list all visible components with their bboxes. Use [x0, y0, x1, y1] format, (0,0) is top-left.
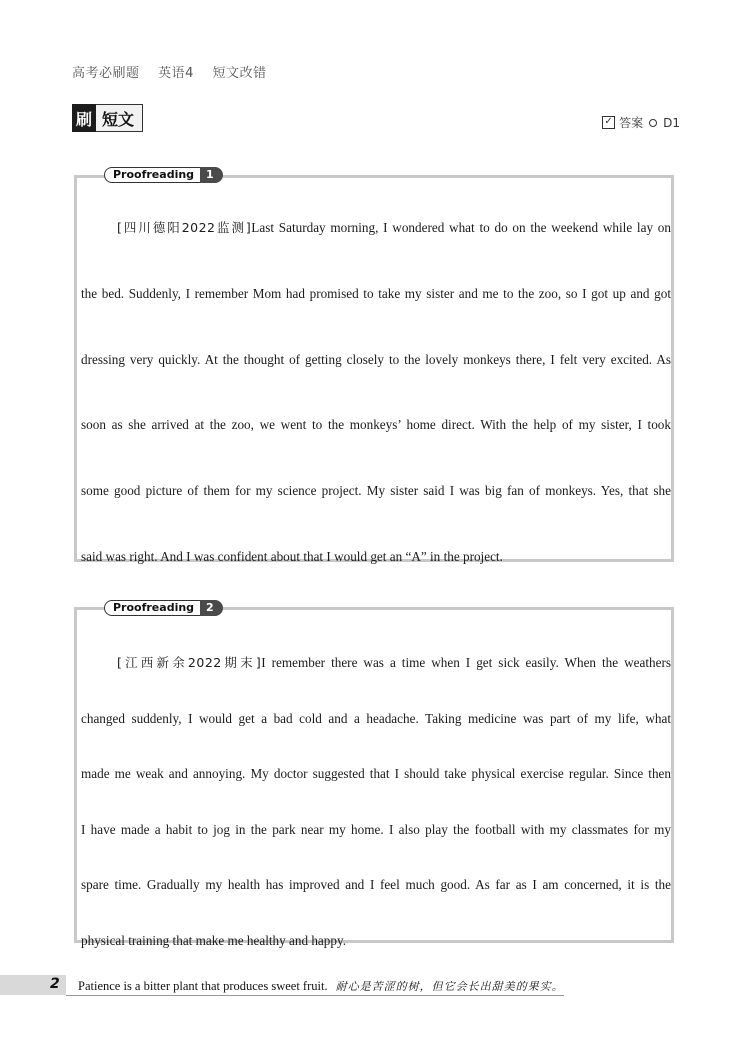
header-topic: 短文改错 — [212, 66, 267, 81]
passage-line: made me weak and annoying. My doctor suggested that I should take physical exercise regular. Since then — [81, 766, 671, 782]
passage-line: soon as she arrived at the zoo, we went to the monkeys’ home direct. With the help of my sister, I took — [81, 417, 671, 433]
passage-line: [四川德阳2022监测]Last Saturday morning, I wondered what to do on the weekend while lay on — [117, 220, 671, 235]
section-badge — [72, 104, 143, 132]
circle-dot-icon — [649, 119, 657, 127]
page-number: 2 — [50, 976, 60, 992]
header-subject: 英语4 — [158, 66, 194, 81]
badge-title: 短文 — [96, 104, 143, 132]
passage-source: [江西新余2022期末] — [117, 655, 262, 670]
passage-line: [江西新余2022期末]I remember there was a time when I get sick easily. When the weathers — [117, 655, 671, 670]
passage-tag-1 — [104, 167, 223, 183]
checkbox-icon: ✓ — [602, 116, 615, 129]
header-series: 高考必刷题 — [72, 66, 140, 81]
passage-line: I have made a habit to jog in the park near my home. I also play the football with my classmates for my — [81, 821, 671, 837]
passage-line: dressing very quickly. At the thought of getting closely to the lovely monkeys there, I felt very excited. As — [81, 351, 671, 367]
passage-line: spare time. Gradually my health has improved and I feel much good. As far as I am concerned, it is the — [81, 877, 671, 893]
passage-text-1 — [81, 195, 671, 590]
page-header — [72, 62, 281, 81]
footer-quote-en: Patience is a bitter plant that produces sweet fruit. — [78, 979, 328, 993]
passage-tag-2 — [104, 600, 223, 616]
passage-line: some good picture of them for my science project. My sister said I was big fan of monkeys. Yes, that she — [81, 483, 671, 499]
answer-reference — [602, 114, 680, 131]
answer-label: 答案 — [619, 116, 644, 130]
passage-line: the bed. Suddenly, I remember Mom had promised to take my sister and me to the zoo, so I got up and got — [81, 285, 671, 301]
footer-divider — [66, 995, 564, 996]
passage-tag-label: Proofreading — [104, 600, 200, 616]
passage-tag-number: 1 — [200, 167, 223, 183]
answer-page-ref: D1 — [663, 115, 680, 130]
badge-char: 刷 — [72, 104, 96, 132]
passage-line: changed suddenly, I would get a bad cold and a headache. Taking medicine was part of my life, what — [81, 710, 671, 726]
footer-quote — [78, 978, 564, 994]
passage-line: physical training that make me healthy and happy. — [81, 932, 347, 948]
passage-line: said was right. And I was confident about that I would get an “A” in the project. — [81, 548, 503, 564]
passage-text-2 — [81, 635, 671, 969]
passage-source: [四川德阳2022监测] — [117, 220, 252, 235]
passage-tag-label: Proofreading — [104, 167, 200, 183]
footer-quote-cn: 耐心是苦涩的树，但它会长出甜美的果实。 — [335, 980, 564, 993]
passage-tag-number: 2 — [200, 600, 223, 616]
